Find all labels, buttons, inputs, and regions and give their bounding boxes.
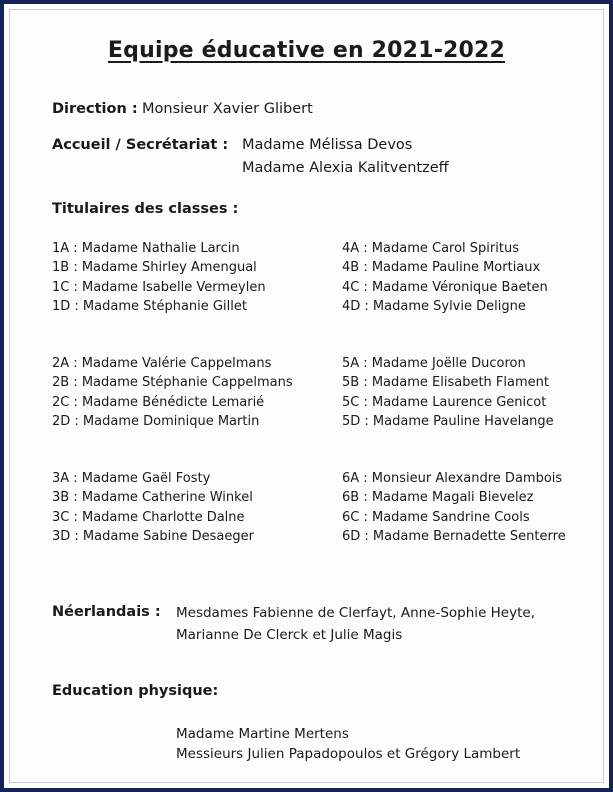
class-entry: 2A : Madame Valérie Cappelmans	[52, 356, 272, 371]
class-entry: 3C : Madame Charlotte Dalne	[52, 509, 245, 525]
class-entry: 5B : Madame Elisabeth Flament	[342, 375, 549, 391]
class-entry: 6D : Madame Bernadette Senterre	[342, 528, 566, 544]
class-entry: 3D : Madame Sabine Desaeger	[52, 528, 254, 544]
accueil-line: Madame Alexia Kalitventzeff	[242, 160, 449, 176]
class-entry: 2B : Madame Stéphanie Cappelmans	[52, 375, 293, 391]
education-physique-line: Madame Martine Mertens	[176, 726, 349, 742]
class-entry: 5D : Madame Pauline Havelange	[342, 413, 554, 429]
class-entry: 4D : Madame Sylvie Deligne	[342, 298, 526, 314]
neerlandais-line: Mesdames Fabienne de Clerfayt, Anne-Sophie Heyte,	[176, 605, 535, 621]
class-entry: 1B : Madame Shirley Amengual	[52, 260, 257, 276]
class-entry: 4A : Madame Carol Spiritus	[342, 241, 519, 256]
class-entry: 2D : Madame Dominique Martin	[52, 413, 260, 429]
class-entry: 5A : Madame Joëlle Ducoron	[342, 356, 526, 371]
class-entry: 6C : Madame Sandrine Cools	[342, 509, 530, 525]
class-group-left	[52, 239, 266, 316]
accueil-label: Accueil / Secrétariat :	[52, 137, 229, 153]
class-entry: 1C : Madame Isabelle Vermeylen	[52, 279, 266, 295]
neerlandais-label: Néerlandais :	[52, 604, 161, 620]
class-entry: 6A : Monsieur Alexandre Dambois	[342, 471, 563, 486]
class-entry: 1D : Madame Stéphanie Gillet	[52, 298, 247, 314]
class-group-left	[52, 354, 293, 431]
accueil-line: Madame Mélissa Devos	[242, 137, 413, 153]
class-group-right	[342, 469, 566, 546]
class-entry: 2C : Madame Bénédicte Lemarié	[52, 394, 265, 410]
page-title: Equipe éducative en 2021-2022	[107, 38, 506, 63]
education-physique-line: Messieurs Julien Papadopoulos et Grégory Lambert	[176, 746, 521, 762]
class-group-left	[52, 469, 254, 546]
class-group-right	[342, 239, 548, 316]
direction-value: Monsieur Xavier Glibert	[142, 101, 313, 117]
class-entry: 6B : Madame Magali Bievelez	[342, 490, 534, 506]
class-entry: 4C : Madame Véronique Baeten	[342, 279, 548, 295]
class-entry: 1A : Madame Nathalie Larcin	[52, 241, 240, 256]
neerlandais-line: Marianne De Clerck et Julie Magis	[176, 627, 403, 643]
class-entry: 3A : Madame Gaël Fosty	[52, 471, 211, 486]
direction-label: Direction :	[52, 101, 138, 117]
class-entry: 4B : Madame Pauline Mortiaux	[342, 260, 541, 276]
education-physique-label: Education physique:	[52, 683, 219, 699]
class-entry: 3B : Madame Catherine Winkel	[52, 490, 253, 506]
class-entry: 5C : Madame Laurence Genicot	[342, 394, 547, 410]
titulaires-label: Titulaires des classes :	[52, 201, 239, 217]
class-group-right	[342, 354, 554, 431]
